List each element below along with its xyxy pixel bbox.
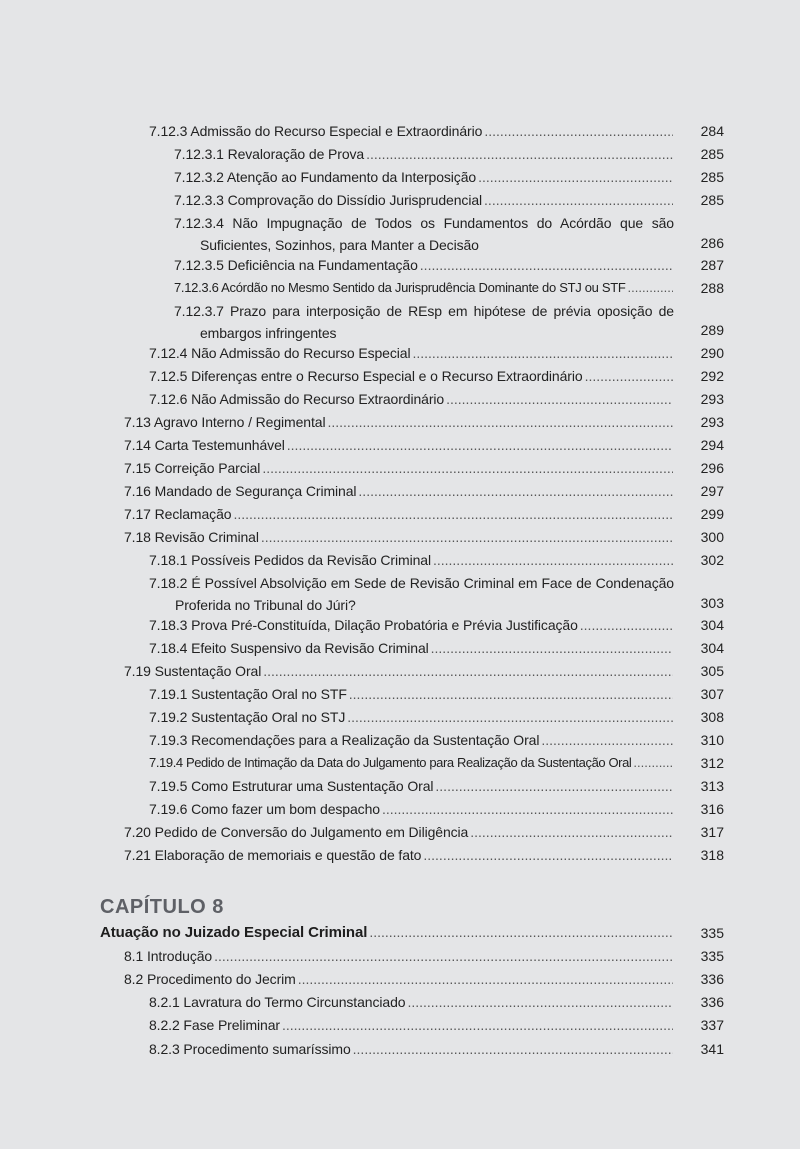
toc-entry-text: 7.12.3.7 Prazo para interposição de REsp em hipótese de prévia oposição de (174, 303, 674, 319)
toc-entry-text: 7.14 Carta Testemunhável (124, 437, 285, 453)
toc-entry (124, 844, 675, 866)
toc-page-number: 293 (700, 391, 724, 407)
toc-entry-text: 7.12.3 Admissão do Recurso Especial e Extraordinário (149, 123, 483, 139)
toc-page-number: 284 (700, 123, 724, 139)
toc-page-number: 303 (700, 595, 724, 611)
toc-entry (124, 503, 675, 525)
toc-entry (149, 775, 675, 797)
toc-entry-continuation: Proferida no Tribunal do Júri? (175, 597, 356, 613)
toc-page-number: 294 (700, 437, 724, 453)
toc-page-number: 304 (700, 640, 724, 656)
toc-page-number: 335 (700, 925, 724, 941)
toc-entry-text: 7.18.3 Prova Pré-Constituída, Dilação Probatória e Prévia Justificação (149, 617, 578, 633)
toc-entry-text: 7.18.1 Possíveis Pedidos da Revisão Criminal (149, 552, 431, 568)
toc-entry-text: 7.19.1 Sustentação Oral no STF (149, 686, 347, 702)
toc-entry (149, 614, 675, 636)
toc-entry (149, 388, 675, 410)
toc-entry (149, 1038, 675, 1060)
toc-entry-text: 7.12.3.4 Não Impugnação de Todos os Fundamentos do Acórdão que são (174, 215, 674, 231)
toc-entry (174, 166, 675, 188)
toc-page-number: 337 (700, 1017, 724, 1033)
toc-entry-text: 7.19.6 Como fazer um bom despacho (149, 801, 380, 817)
toc-entry (149, 706, 675, 728)
toc-page-number: 297 (700, 483, 724, 499)
toc-entry-text: 7.18.4 Efeito Suspensivo da Revisão Criminal (149, 640, 429, 656)
toc-entry-text: 7.12.3.3 Comprovação do Dissídio Jurisprudencial (174, 192, 483, 208)
toc-entry-text: 8.2.2 Fase Preliminar (149, 1017, 280, 1033)
toc-page-number: 336 (700, 971, 724, 987)
toc-entry-text: 7.19.4 Pedido de Intimação da Data do Julgamento para Realização da Sustentação Oral (149, 755, 632, 770)
toc-entry-text: 7.19.3 Recomendações para a Realização da Sustentação Oral (149, 732, 540, 748)
toc-entry (149, 365, 675, 387)
chapter-label: CAPÍTULO 8 (100, 896, 224, 918)
toc-page-number: 341 (700, 1041, 724, 1057)
toc-entry-text: 7.13 Agravo Interno / Regimental (124, 414, 326, 430)
toc-entry-text: 7.19.2 Sustentação Oral no STJ (149, 709, 346, 725)
toc-page-number: 285 (700, 169, 724, 185)
toc-entry-text: 7.12.3.2 Atenção ao Fundamento da Interposição (174, 169, 477, 185)
toc-page-number: 312 (700, 755, 724, 771)
toc-entry (124, 660, 675, 682)
toc-entry-continuation: embargos infringentes (200, 325, 337, 341)
toc-entry (174, 189, 675, 211)
toc-entry-text: 7.19 Sustentação Oral (124, 663, 262, 679)
toc-entry-text: 7.16 Mandado de Segurança Criminal (124, 483, 357, 499)
toc-entry (174, 254, 675, 276)
toc-entry-text: 7.19.5 Como Estruturar uma Sustentação Oral (149, 778, 434, 794)
toc-entry (149, 683, 675, 705)
toc-page-number: 307 (700, 686, 724, 702)
toc-entry-text: 7.12.5 Diferenças entre o Recurso Especial e o Recurso Extraordinário (149, 368, 583, 384)
toc-page-number: 292 (700, 368, 724, 384)
toc-entry-text: 7.12.6 Não Admissão do Recurso Extraordinário (149, 391, 445, 407)
toc-page-number: 293 (700, 414, 724, 430)
toc-page-number: 296 (700, 460, 724, 476)
toc-page-number: 336 (700, 994, 724, 1010)
toc-entry (149, 1014, 675, 1036)
toc-entry (149, 637, 675, 659)
toc-entry (149, 549, 675, 571)
toc-page-number: 310 (700, 732, 724, 748)
toc-entry (174, 143, 675, 165)
toc-entry (149, 120, 675, 142)
toc-page-number: 313 (700, 778, 724, 794)
toc-entry-text: 8.1 Introdução (124, 948, 213, 964)
toc-page-number: 317 (700, 824, 724, 840)
toc-entry (149, 572, 674, 616)
toc-page-number: 304 (700, 617, 724, 633)
toc-entry-text: 7.12.3.6 Acórdão no Mesmo Sentido da Jurisprudência Dominante do STJ ou STF (174, 280, 626, 295)
toc-entry-text: 7.18.2 É Possível Absolvição em Sede de Revisão Criminal em Face de Condenação (149, 575, 674, 591)
toc-entry-text: 8.2.3 Procedimento sumaríssimo (149, 1041, 351, 1057)
toc-page-number: 287 (700, 257, 724, 273)
toc-page-number: 300 (700, 529, 724, 545)
toc-page-number: 286 (700, 235, 724, 251)
toc-entry-text: 7.18 Revisão Criminal (124, 529, 259, 545)
toc-page-number: 285 (700, 192, 724, 208)
toc-page-number: 290 (700, 345, 724, 361)
toc-entry (149, 752, 675, 774)
toc-entry (124, 434, 675, 456)
toc-page-number: 302 (700, 552, 724, 568)
toc-entry (124, 821, 675, 843)
toc-entry (124, 968, 675, 990)
toc-page-number: 305 (700, 663, 724, 679)
toc-entry-continuation: Suficientes, Sozinhos, para Manter a Decisão (200, 237, 479, 253)
toc-entry-text: 7.21 Elaboração de memoriais e questão de fato (124, 847, 422, 863)
toc-entry (149, 342, 675, 364)
toc-entry (124, 457, 675, 479)
toc-entry (149, 991, 675, 1013)
toc-page-number: 288 (700, 280, 724, 296)
toc-entry (174, 212, 674, 256)
toc-page-number: 318 (700, 847, 724, 863)
toc-page-number: 285 (700, 146, 724, 162)
toc-page-number: 289 (700, 322, 724, 338)
toc-page-number: 316 (700, 801, 724, 817)
toc-entry-text: 7.12.3.1 Revaloração de Prova (174, 146, 365, 162)
toc-entry (174, 277, 675, 299)
toc-page-number: 308 (700, 709, 724, 725)
toc-entry (149, 729, 675, 751)
toc-page-number: 335 (700, 948, 724, 964)
chapter-title: Atuação no Juizado Especial Criminal (100, 924, 368, 941)
toc-entry-text: 8.2 Procedimento do Jecrim (124, 971, 296, 987)
toc-entry (124, 526, 675, 548)
toc-entry (124, 945, 675, 967)
toc-entry-text: 7.17 Reclamação (124, 506, 232, 522)
chapter-title-entry (100, 921, 675, 944)
toc-entry-text: 7.12.4 Não Admissão do Recurso Especial (149, 345, 411, 361)
toc-entry (149, 798, 675, 820)
toc-entry-text: 7.20 Pedido de Conversão do Julgamento em Diligência (124, 824, 469, 840)
toc-entry-text: 7.15 Correição Parcial (124, 460, 261, 476)
toc-entry (174, 300, 674, 344)
toc-entry (124, 480, 675, 502)
toc-page-number: 299 (700, 506, 724, 522)
toc-entry-text: 7.12.3.5 Deficiência na Fundamentação (174, 257, 418, 273)
toc-entry (124, 411, 675, 433)
toc-entry-text: 8.2.1 Lavratura do Termo Circunstanciado (149, 994, 406, 1010)
